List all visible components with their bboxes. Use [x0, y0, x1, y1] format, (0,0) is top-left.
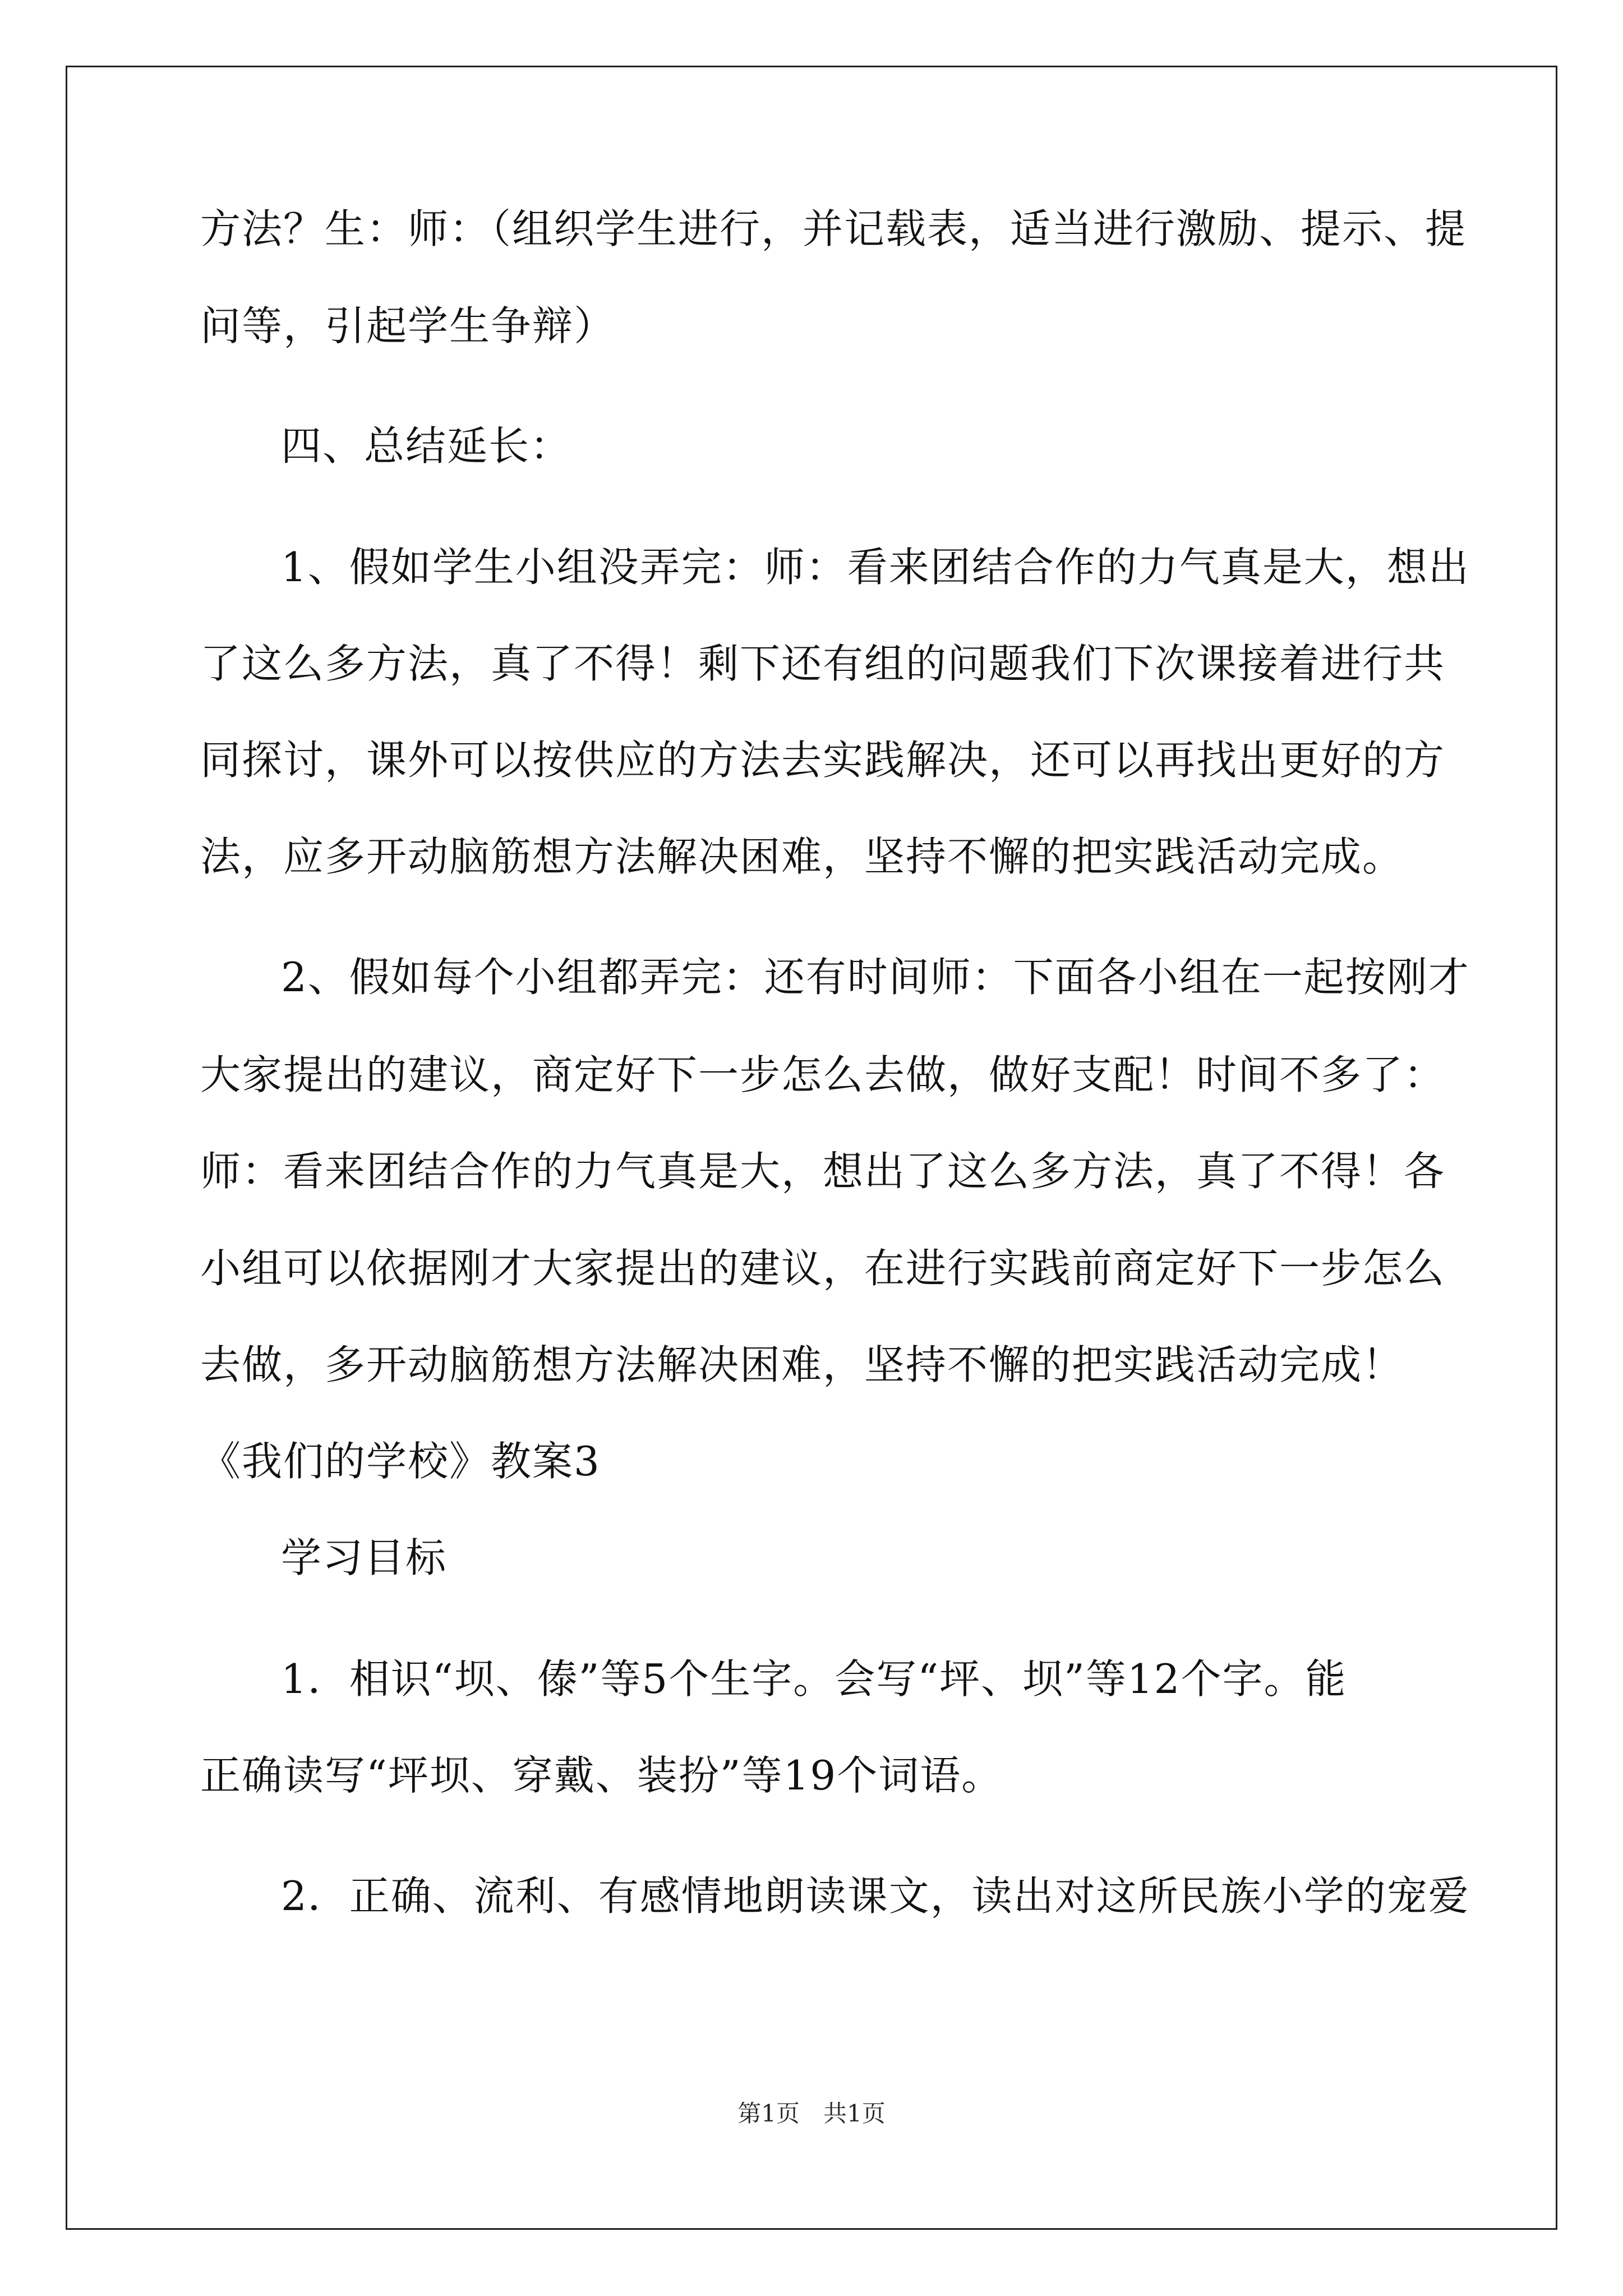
paragraph-line: 师：看来团结合作的力气真是大，想出了这么多方法，真了不得！各 — [200, 1148, 1446, 1195]
paragraph-line: 去做，多开动脑筋想方法解决困难，坚持不懈的把实践活动完成！ — [200, 1341, 1404, 1388]
section-heading: 四、总结延长： — [281, 422, 572, 470]
paragraph-line: 正确读写“坪坝、穿戴、装扮”等19个词语。 — [200, 1752, 1003, 1799]
paragraph-line: 大家提出的建议，商定好下一步怎么去做，做好支配！时间不多了： — [200, 1051, 1446, 1098]
paragraph-line: 法，应多开动脑筋想方法解决困难，坚持不懈的把实践活动完成。 — [200, 833, 1404, 880]
paragraph-line: 小组可以依据刚才大家提出的建议，在进行实践前商定好下一步怎么 — [200, 1245, 1446, 1292]
paragraph-line: 2．正确、流利、有感情地朗读课文，读出对这所民族小学的宠爱 — [281, 1872, 1470, 1920]
paragraph-line: 1．相识“坝、傣”等5个生字。会写“坪、坝”等12个字。能 — [281, 1655, 1347, 1703]
paragraph-line: 了这么多方法，真了不得！剩下还有组的问题我们下次课接着进行共 — [200, 640, 1446, 687]
paragraph-line: 2、假如每个小组都弄完：还有时间师：下面各小组在一起按刚才 — [281, 954, 1470, 1001]
paragraph-line: 问等，引起学生争辩） — [200, 302, 616, 349]
document-title: 《我们的学校》教案3 — [200, 1438, 601, 1485]
paragraph-line: 1、假如学生小组没弄完：师：看来团结合作的力气真是大，想出 — [281, 544, 1470, 591]
section-heading: 学习目标 — [281, 1534, 448, 1581]
paragraph-line: 方法？生：师：（组织学生进行，并记载表，适当进行激励、提示、提 — [200, 205, 1467, 252]
page-footer: 第1页 共1页 — [737, 2100, 886, 2127]
paragraph-line: 同探讨，课外可以按供应的方法去实践解决，还可以再找出更好的方 — [200, 737, 1446, 784]
